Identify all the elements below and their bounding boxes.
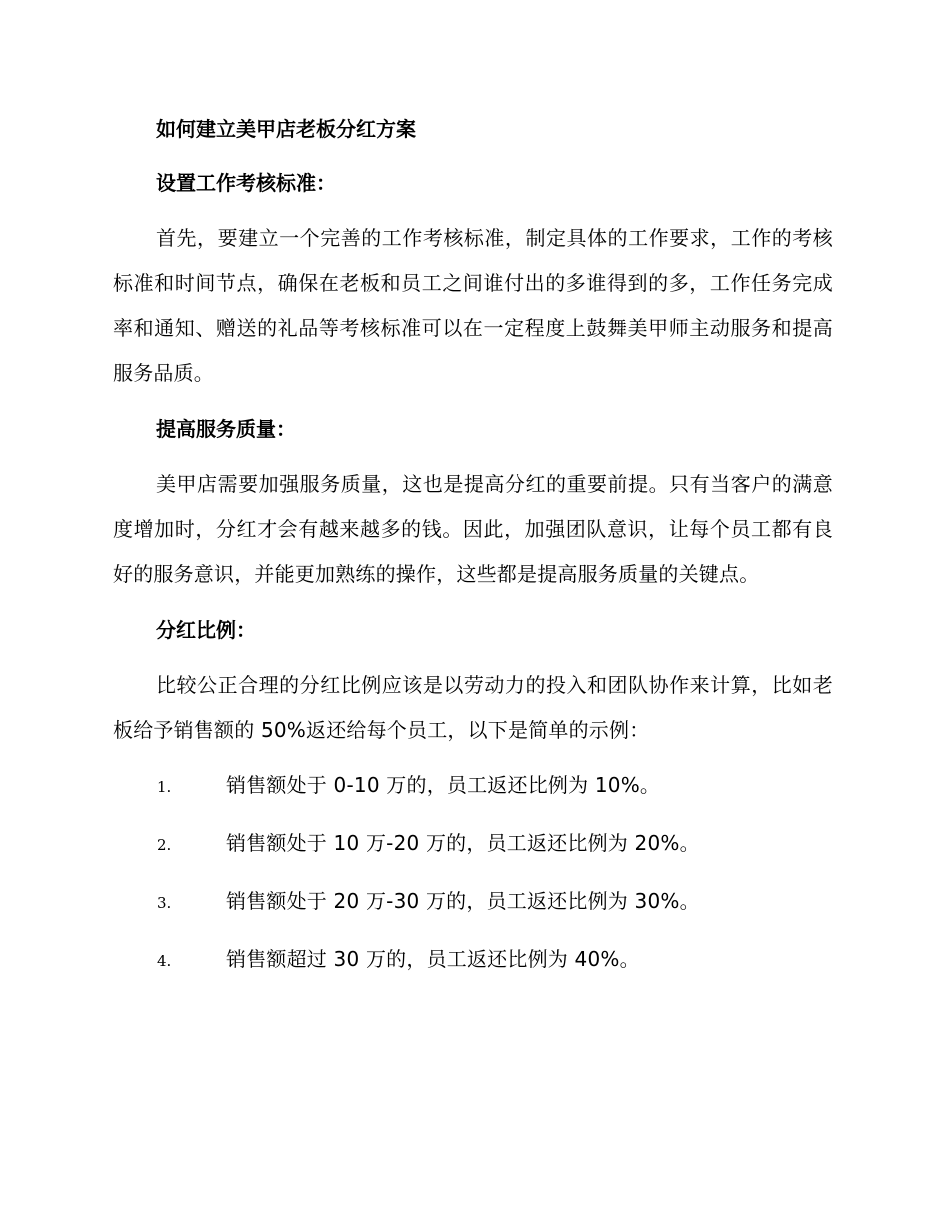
list-item-text: 销售额处于 0-10 万的，员工返还比例为 10%。 [226,773,661,797]
document-title: 如何建立美甲店老板分红方案 [156,117,416,141]
list-item-text: 销售额处于 20 万-30 万的，员工返还比例为 30%。 [226,889,700,913]
section-heading-dividend-ratio: 分红比例： [156,618,256,642]
list-item [113,943,833,1001]
section-paragraph-service-quality: 美甲店需要加强服务质量，这也是提高分红的重要前提。只有当客户的满意度增加时，分红才会有越来越多的钱。因此，加强团队意识，让每个员工都有良好的服务意识，并能更加熟练的操作，这些都是提高服务质量的关键点。 [113,472,833,586]
document-body [113,112,833,1001]
list-item-text: 销售额处于 10 万-20 万的，员工返还比例为 20%。 [226,831,700,855]
list-item [113,769,833,827]
list-item-number: 1. [157,778,172,796]
list-item-text: 销售额超过 30 万的，员工返还比例为 40%。 [226,947,640,971]
section-heading-service-quality: 提高服务质量： [156,417,296,441]
dividend-example-list [113,769,833,1001]
list-item-number: 2. [157,836,172,854]
list-item-number: 4. [157,952,172,970]
list-item [113,827,833,885]
list-item-number: 3. [157,894,172,912]
list-item [113,885,833,943]
section-paragraph-dividend-ratio: 比较公正合理的分红比例应该是以劳动力的投入和团队协作来计算，比如老板给予销售额的 50%返还给每个员工，以下是简单的示例： [113,673,833,742]
section-heading-assessment: 设置工作考核标准： [156,171,336,195]
section-paragraph-assessment: 首先，要建立一个完善的工作考核标准，制定具体的工作要求，工作的考核标准和时间节点，确保在老板和员工之间谁付出的多谁得到的多，工作任务完成率和通知、赠送的礼品等考核标准可以在一定程度上鼓舞美甲师主动服务和提高服务品质。 [113,226,833,385]
